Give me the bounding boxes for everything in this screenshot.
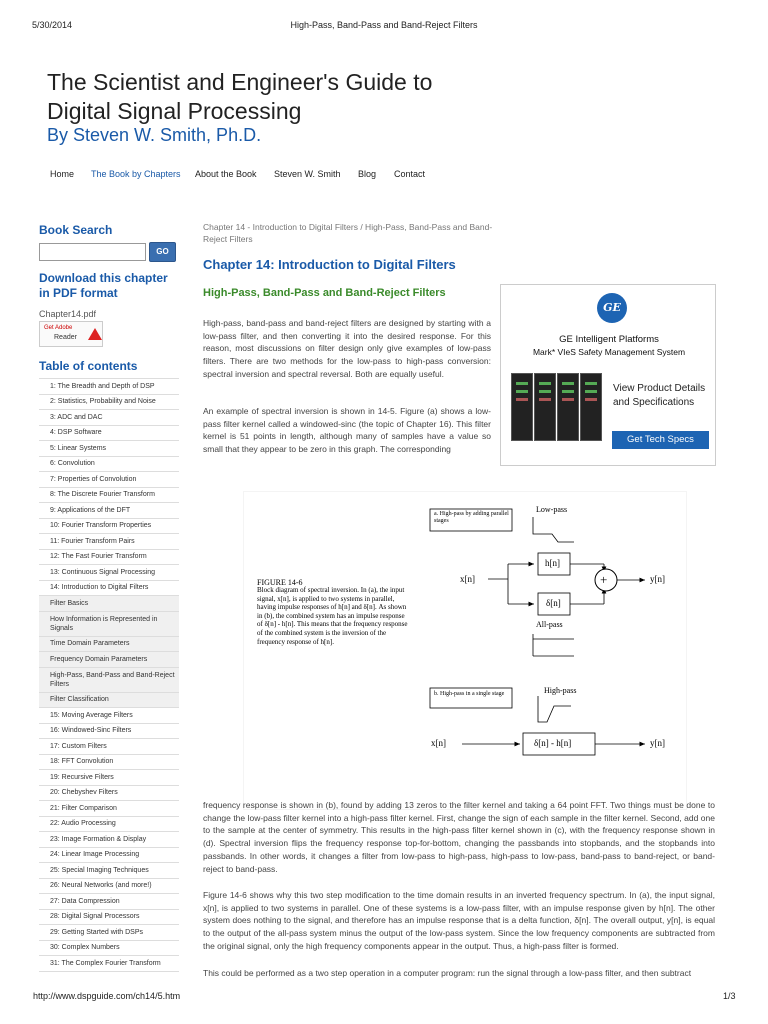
- figure-label-a: a. High-pass by adding parallel stages: [434, 511, 509, 524]
- output-yn-a: y[n]: [650, 574, 665, 584]
- toc-item[interactable]: 8: The Discrete Fourier Transform: [39, 488, 179, 504]
- highpass-label: High-pass: [544, 686, 577, 695]
- ad-headline: GE Intelligent Platforms: [559, 334, 659, 345]
- toc-item[interactable]: 30: Complex Numbers: [39, 941, 179, 957]
- adobe-get-text: Get Adobe: [44, 325, 73, 331]
- toc-item[interactable]: 9: Applications of the DFT: [39, 503, 179, 519]
- toc-item[interactable]: 3: ADC and DAC: [39, 410, 179, 426]
- toc-item[interactable]: 25: Special Imaging Techniques: [39, 863, 179, 879]
- output-yn-b: y[n]: [650, 738, 665, 748]
- adobe-icon: [88, 328, 102, 340]
- dn-label: δ[n]: [546, 598, 561, 608]
- toc-item[interactable]: 22: Audio Processing: [39, 817, 179, 833]
- ad-body-text: View Product Details and Specifications: [613, 383, 706, 408]
- toc-item[interactable]: 11: Fourier Transform Pairs: [39, 534, 179, 550]
- chapter-pdf-link[interactable]: Chapter14.pdf: [39, 309, 97, 319]
- toc-item[interactable]: Time Domain Parameters: [39, 637, 179, 653]
- paragraph-4: Figure 14-6 shows why this two step modification to the time domain results in an inverted frequency spectrum. In (a), the input signal, x[n], is applied to two systems in parallel. One of these systems is a low-pass filter, with an impulse response given by h[n]. The other system does nothing to the signal, and therefore has an impulse response that is a delta function, δ[n]. The overall output, y[n], is equal to the output of the all-pass system minus the output of the low-pass system. Since the low frequency components are subtracted from the original signal, only the high frequency components appear in the output. Thus, a high-pass filter is formed.: [203, 890, 715, 951]
- paragraph-2: An example of spectral inversion is shown in 14-5. Figure (a) shows a low-pass filter kernel called a windowed-sinc (the topic of Chapter 16). This filter kernel is 51 points in length, although many of samples have a value so small that they appear to be zero in this graph. The corresponding: [203, 406, 491, 455]
- site-title[interactable]: [47, 68, 432, 126]
- toc-item[interactable]: 4: DSP Software: [39, 426, 179, 442]
- toc-item[interactable]: 21: Filter Comparison: [39, 801, 179, 817]
- figure-14-6: [244, 492, 686, 809]
- toc-item[interactable]: 19: Recursive Filters: [39, 770, 179, 786]
- search-go-button[interactable]: GO: [149, 242, 176, 262]
- page-url: http://www.dspguide.com/ch14/5.htm: [33, 991, 181, 1001]
- nav-home[interactable]: Home: [50, 169, 75, 179]
- highpass-curve: [538, 696, 571, 722]
- toc-item[interactable]: 12: The Fast Fourier Transform: [39, 550, 179, 566]
- combined-label: δ[n] - h[n]: [534, 738, 572, 748]
- toc-item[interactable]: Filter Classification: [39, 693, 179, 709]
- toc-item[interactable]: 5: Linear Systems: [39, 441, 179, 457]
- site-title-line-2: Digital Signal Processing: [47, 98, 302, 124]
- nav-contact[interactable]: Contact: [394, 169, 426, 179]
- download-chapter-heading: Download this chapter in PDF format: [39, 271, 168, 300]
- get-tech-specs-button[interactable]: Get Tech Specs: [612, 431, 709, 449]
- toc-item[interactable]: 1: The Breadth and Depth of DSP: [39, 379, 179, 395]
- chapter-title: Chapter 14: Introduction to Digital Filters: [203, 257, 456, 272]
- toc-item[interactable]: 7: Properties of Convolution: [39, 472, 179, 488]
- toc-item[interactable]: 13: Continuous Signal Processing: [39, 565, 179, 581]
- toc-item[interactable]: Frequency Domain Parameters: [39, 652, 179, 668]
- toc-item[interactable]: 10: Fourier Transform Properties: [39, 519, 179, 535]
- toc-item[interactable]: How Information is Represented in Signals: [39, 612, 179, 637]
- breadcrumb-chapter-link[interactable]: Chapter 14 - Introduction to Digital Filters: [203, 222, 358, 232]
- table-of-contents: [39, 378, 179, 967]
- toc-item[interactable]: 16: Windowed-Sinc Filters: [39, 724, 179, 740]
- block-diagram: [244, 492, 686, 809]
- allpass-label: All-pass: [536, 620, 563, 629]
- nav-book-by-chapters[interactable]: The Book by Chapters: [91, 169, 181, 179]
- lowpass-curve: [533, 517, 574, 542]
- toc-item[interactable]: 6: Convolution: [39, 457, 179, 473]
- toc-item[interactable]: 18: FFT Convolution: [39, 755, 179, 771]
- ad-subheadline: Mark* VIeS Safety Management System: [532, 347, 686, 357]
- nav-blog[interactable]: Blog: [358, 169, 377, 179]
- ad-product-image: [511, 373, 603, 443]
- toc-item[interactable]: 20: Chebyshev Filters: [39, 786, 179, 802]
- ge-advertisement[interactable]: [500, 284, 716, 466]
- nav-about-book[interactable]: About the Book: [195, 169, 257, 179]
- ge-logo-icon: GE: [597, 293, 627, 323]
- print-title: High-Pass, Band-Pass and Band-Reject Filters: [290, 20, 478, 30]
- lowpass-label: Low-pass: [536, 505, 568, 514]
- toc-item[interactable]: 15: Moving Average Filters: [39, 708, 179, 724]
- toc-item[interactable]: 23: Image Formation & Display: [39, 832, 179, 848]
- toc-item[interactable]: 27: Data Compression: [39, 894, 179, 910]
- toc-item[interactable]: Filter Basics: [39, 596, 179, 612]
- input-xn-b: x[n]: [431, 738, 446, 748]
- toc-item[interactable]: High-Pass, Band-Pass and Band-Reject Filters: [39, 668, 179, 693]
- print-header: [0, 0, 768, 28]
- paragraph-3: frequency response is shown in (b), found by adding 13 zeros to the filter kernel and taking a 64 point FFT. Two things must be done to change the low-pass filter kernel into a high-pass filter kernel. First, change the sign of each sample in the filter kernel. Second, add one to the sample at the center of symmetry. This results in the high-pass filter kernel shown in (c), with the frequency response shown in (d). Spectral inversion flips the frequency response top-for-bottom, changing the passbands into stopbands, and the stopbands into passbands. In other words, it changes a filter from low-pass to high-pass, high-pass to low-pass, band-pass to band-reject, or band-reject to band-pass.: [203, 800, 715, 874]
- figure-caption: Block diagram of spectral inversion. In (a), the input signal, x[n], is applied to two systems in parallel, having impulse responses of h[n] and δ[n]. As shown in (b), the combined system has an impulse response of δ[n] - h[n]. This means that the frequency response of the combined system is the inversion of the frequency response of h[n].: [257, 586, 408, 646]
- site-author: By Steven W. Smith, Ph.D.: [47, 125, 262, 145]
- paragraph-5: This could be performed as a two step operation in a computer program: run the signal through a low-pass filter, and then subtract: [203, 968, 692, 978]
- breadcrumb: [203, 221, 493, 245]
- print-date: 5/30/2014: [32, 20, 73, 30]
- book-search-heading: Book Search: [39, 223, 113, 237]
- hn-label: h[n]: [545, 558, 560, 568]
- toc-item[interactable]: 14: Introduction to Digital Filters: [39, 581, 179, 597]
- get-adobe-reader-badge[interactable]: [39, 321, 103, 347]
- toc-item[interactable]: 28: Digital Signal Processors: [39, 910, 179, 926]
- adobe-reader-text: Reader: [54, 334, 77, 341]
- figure-title: FIGURE 14-6: [257, 578, 303, 587]
- allpass-curve: [533, 634, 574, 639]
- figure-label-b: b. High-pass in a single stage: [434, 691, 505, 697]
- input-xn-a: x[n]: [460, 574, 475, 584]
- section-title: High-Pass, Band-Pass and Band-Reject Filters: [203, 287, 446, 299]
- toc-item[interactable]: 24: Linear Image Processing: [39, 848, 179, 864]
- book-search-input[interactable]: [39, 243, 146, 261]
- toc-item[interactable]: 26: Neural Networks (and more!): [39, 879, 179, 895]
- toc-item[interactable]: 29: Getting Started with DSPs: [39, 925, 179, 941]
- site-title-line-1: The Scientist and Engineer's Guide to: [47, 69, 433, 95]
- nav-steven-w-smith[interactable]: Steven W. Smith: [274, 169, 341, 179]
- page-number: 1/3: [723, 991, 736, 1001]
- breadcrumb-current: / High-Pass, Band-Pass and Band-Reject Filters: [203, 222, 493, 244]
- toc-item[interactable]: 31: The Complex Fourier Transform: [39, 956, 179, 972]
- toc-item[interactable]: 17: Custom Filters: [39, 739, 179, 755]
- toc-heading: Table of contents: [39, 359, 138, 373]
- plus-sign: +: [600, 572, 608, 587]
- toc-item[interactable]: 2: Statistics, Probability and Noise: [39, 395, 179, 411]
- paragraph-1: High-pass, band-pass and band-reject filters are designed by starting with a low-pass filter, and then converting it into the desired response. For this reason, most discussions on filter design only give examples of low-pass filters. There are two methods for the low-pass to high-pass conversion: spectral inversion and spectral reversal. Both are equally useful.: [203, 318, 491, 379]
